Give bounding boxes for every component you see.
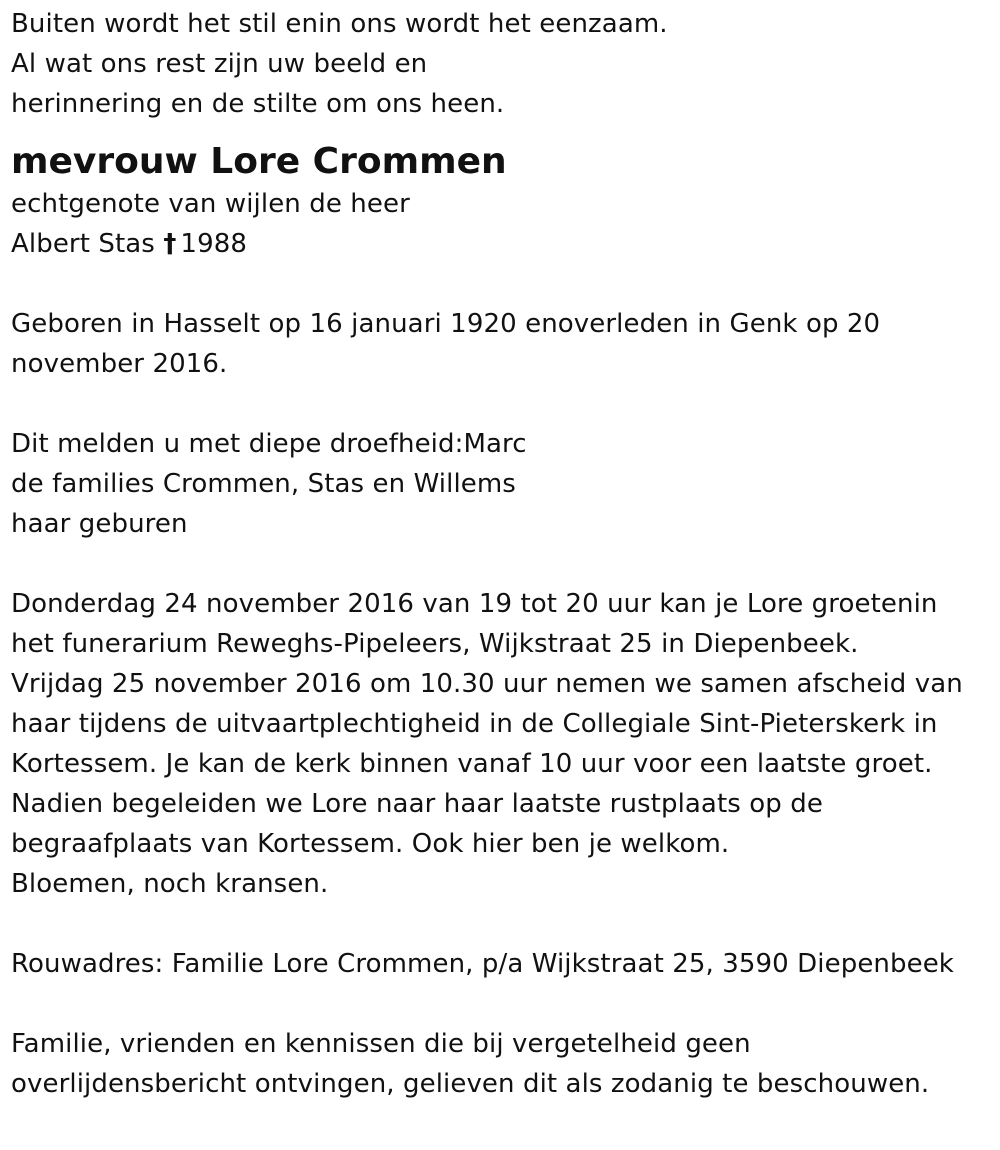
- spouse-line: echtgenote van wijlen de heer: [11, 189, 410, 219]
- announcer-line: de families Crommen, Stas en Willems: [11, 469, 516, 499]
- spacer: [11, 264, 991, 304]
- birth-death-line: november 2016.: [11, 349, 228, 379]
- spacer: [11, 904, 991, 944]
- announcer-line: haar geburen: [11, 509, 188, 539]
- mourning-address: Rouwadres: Familie Lore Crommen, p/a Wijkstraat 25, 3590 Diepenbeek: [11, 949, 954, 979]
- closing-paragraph: [11, 1024, 991, 1104]
- deceased-block: [11, 124, 991, 264]
- spouse-name: Albert Stas: [11, 229, 155, 259]
- ceremony-line: Donderdag 24 november 2016 van 19 tot 20 uur kan je Lore groetenin: [11, 589, 938, 619]
- spacer: [11, 544, 991, 584]
- deceased-name: mevrouw Lore Crommen: [11, 141, 507, 182]
- poem-line: Buiten wordt het stil enin ons wordt het eenzaam.: [11, 9, 668, 39]
- spacer: [11, 984, 991, 1024]
- closing-line: overlijdensbericht ontvingen, gelieven dit als zodanig te beschouwen.: [11, 1069, 930, 1099]
- announcer-line: Dit melden u met diepe droefheid:Marc: [11, 429, 527, 459]
- ceremony-line: Kortessem. Je kan de kerk binnen vanaf 10 uur voor een laatste groet.: [11, 749, 933, 779]
- poem-line: herinnering en de stilte om ons heen.: [11, 89, 505, 119]
- poem-line: Al wat ons rest zijn uw beeld en: [11, 49, 428, 79]
- ceremony-line: haar tijdens de uitvaartplechtigheid in de Collegiale Sint-Pieterskerk in: [11, 709, 938, 739]
- closing-line: Familie, vrienden en kennissen die bij vergetelheid geen: [11, 1029, 751, 1059]
- spouse-name-line: [11, 224, 991, 264]
- ceremony-line: Vrijdag 25 november 2016 om 10.30 uur nemen we samen afscheid van: [11, 669, 963, 699]
- ceremony-line: Bloemen, noch kransen.: [11, 869, 329, 899]
- ceremony-line: begraafplaats van Kortessem. Ook hier ben je welkom.: [11, 829, 730, 859]
- ceremony-paragraph: [11, 584, 991, 904]
- ceremony-line: Nadien begeleiden we Lore naar haar laatste rustplaats op de: [11, 789, 823, 819]
- birth-death-paragraph: [11, 304, 991, 384]
- announcers-paragraph: [11, 424, 991, 544]
- obituary-notice: [11, 4, 991, 1104]
- spacer: [11, 384, 991, 424]
- cross-icon: †: [163, 229, 177, 259]
- ceremony-line: het funerarium Reweghs-Pipeleers, Wijkstraat 25 in Diepenbeek.: [11, 629, 859, 659]
- spouse-death-year: 1988: [180, 229, 247, 259]
- birth-death-line: Geboren in Hasselt op 16 januari 1920 enoverleden in Genk op 20: [11, 309, 881, 339]
- poem: [11, 4, 991, 124]
